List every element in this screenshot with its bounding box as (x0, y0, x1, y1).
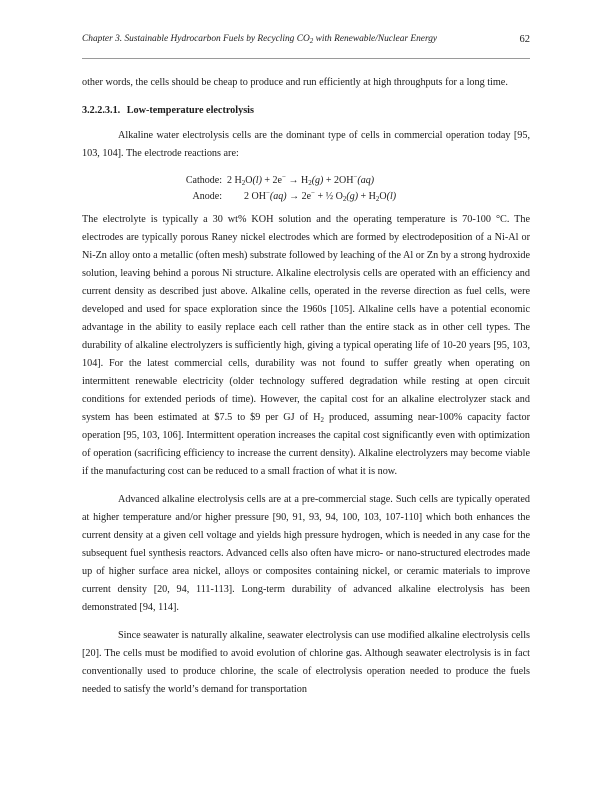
page-number: 62 (519, 34, 530, 45)
anode-equation: 2 OH−(aq) → 2e− + ½ $O_2(g) + H_2O(l)$ (244, 189, 397, 203)
section-number: 3.2.2.3.1. (82, 105, 121, 116)
section-heading (82, 102, 530, 120)
electrode-reactions (82, 173, 530, 205)
intro-paragraph: other words, the cells should be cheap to produce and run efficiently at high throughputs for a long time. (82, 77, 508, 88)
page-header (82, 34, 530, 50)
page-body (82, 74, 530, 709)
paragraph-advanced-alkaline: Advanced alkaline electrolysis cells are at a pre-commercial stage. Such cells are typically operated at higher temperature and/or higher pressure [90, 91, 93, 94, 100, 103, 107-110] which both enhances the current density at a given cell voltage and yields high pressure hydrogen, which is needed in any case for the subsequent fuel synthesis reactors. Advanced cells also often have micro- or nano-structured electrodes made up of higher surface area nickel, alloys or composites containing nickel, or ceramic materials to improve current density [20, 94, 111-113]. Long-term durability of advanced alkaline electrolysis has been demonstrated [94, 114]. (82, 494, 530, 613)
section-title: Low-temperature electrolysis (126, 105, 254, 116)
cathode-equation: 2 $H_2O(l) + 2e^- \to H_2(g) + 2OH^-(aq)$ (227, 173, 375, 187)
anode-reaction (82, 189, 530, 205)
header-divider (82, 58, 530, 59)
paragraph-reactions-intro: Alkaline water electrolysis cells are the dominant type of cells in commercial operation today [95, 103, 104]. The electrode reactions are: (82, 130, 530, 159)
paragraph-seawater: Since seawater is naturally alkaline, seawater electrolysis can use modified alkaline electrolysis cells [20]. The cells must be modified to avoid evolution of chlorine gas. Although seawater electrolysis is in fact conventionally used to produce chlorine, the scale of electrolysis operation needed to produce the fuels needed to satisfy the world’s demand for transportation (82, 630, 530, 695)
cathode-reaction (82, 173, 530, 189)
anode-label: Anode: (192, 191, 222, 202)
cathode-label: Cathode: (185, 175, 222, 186)
chapter-title: Chapter 3. Sustainable Hydrocarbon Fuels by Recycling $CO_2$ with Renewable/Nuclear Energy (82, 34, 438, 45)
paragraph-electrolyte: The electrolyte is typically a 30 wt% KOH solution and the operating temperature is 70-100 °C. The electrodes are typically porous Raney nickel electrodes which are formed by electrodeposition of a Ni-Al or Ni-Zn alloy onto a metallic (often mesh) substrate followed by leaching of the Al or Zn by a strong hydroxide solution, leaving behind a porous Ni structure. Alkaline electrolysis cells are operated with an efficiency and current density as described just above. Alkaline cells, operated in the reverse direction as fuel cells, were developed and used for space exploration since the 1960s [105]. Alkaline cells have a potential economic advantage in the ability to easily replace each cell rather than the entire stack as in other cell types. The durability of alkaline electrolyzers is sufficiently high, giving a typical operating life of 10-20 years [95, 103, 104]. For the latest commercial cells, durability was not found to suffer greatly when operating on intermittent renewable electricity (older technology suffered degradation while resting at open circuit conditions for extended periods of time). However, the capital cost for an alkaline electrolyzer stack and system has been estimated at $7.5 to $9 per GJ of $H_2$ produced, assuming near-100% capacity factor operation [95, 103, 106]. Intermittent operation increases the capital cost significantly even with optimization of operation (sacrificing efficiency to increase the current density). Alkaline electrolyzers may become viable if the manufacturing cost can be reduced to a small fraction of what it is now. (82, 214, 530, 477)
